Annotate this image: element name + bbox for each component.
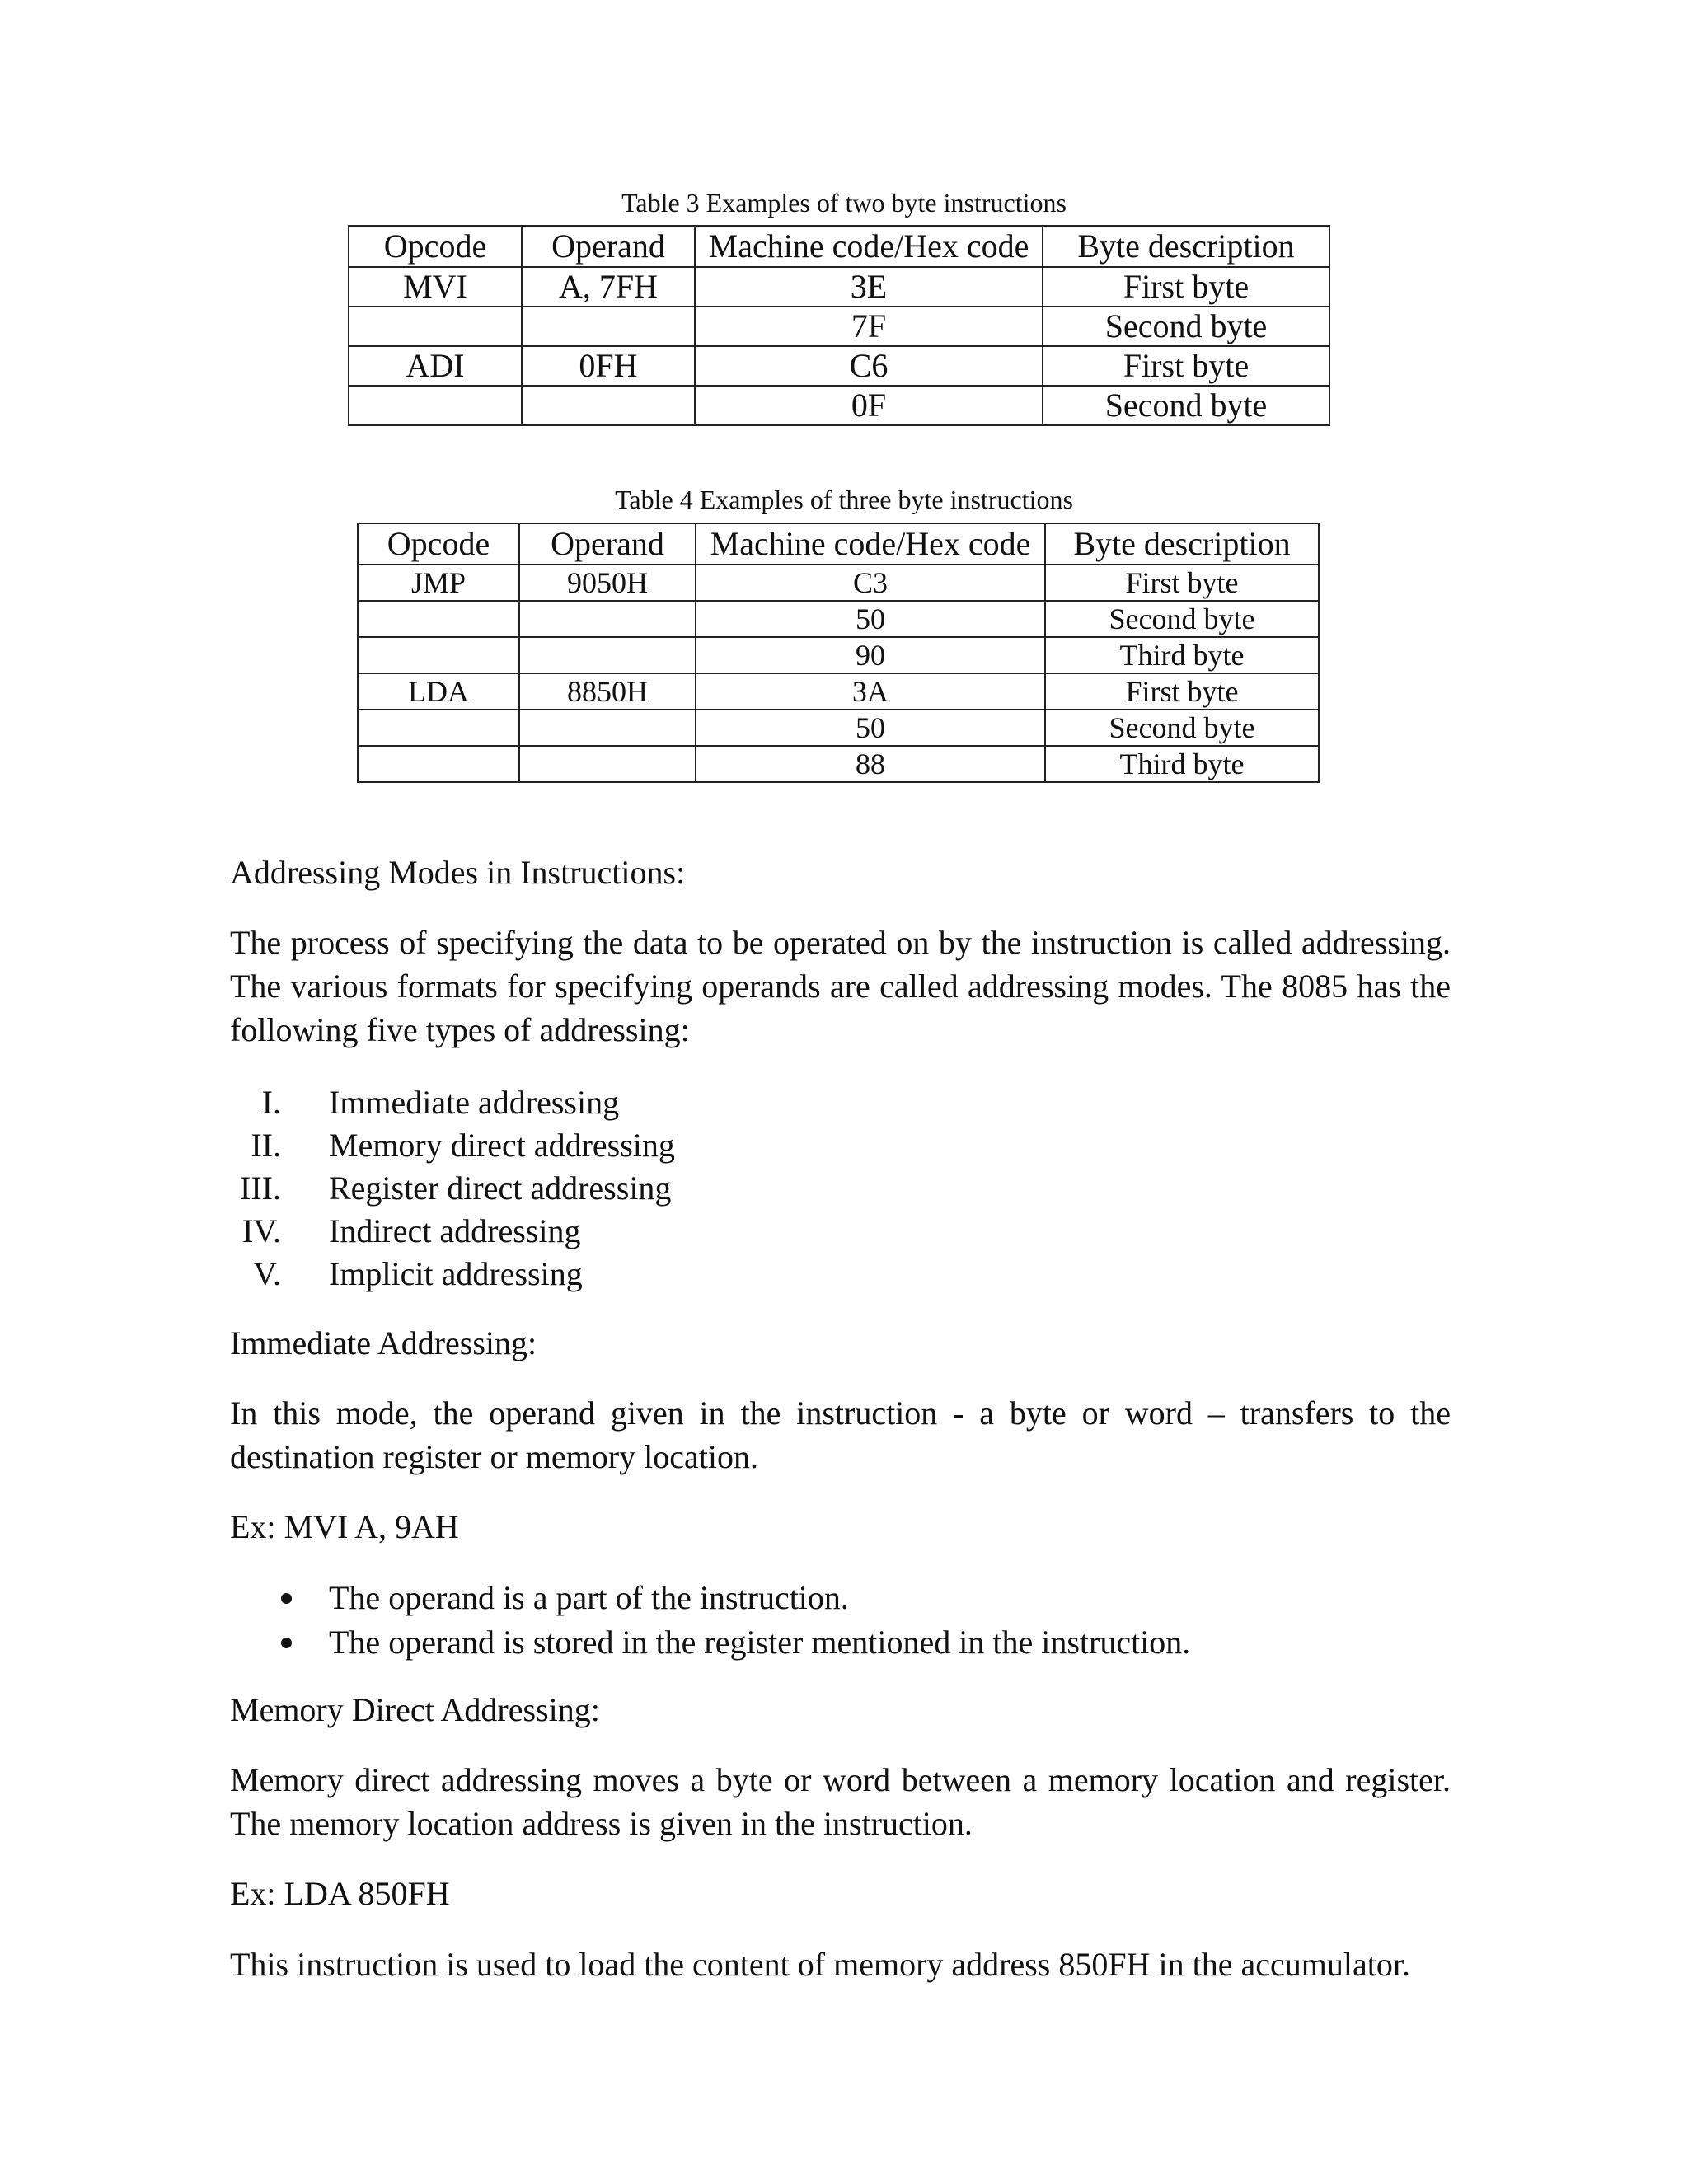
addressing-intro-paragraph: The process of specifying the data to be operated on by the instruction is called addressing. The various formats for specifying operands are called addressing modes. The 8085 has the following five types of addressing: (230, 924, 1451, 1048)
table4-row (358, 637, 1319, 673)
list-item (230, 1621, 1384, 1664)
table3-cell (522, 307, 695, 346)
list-numeral: IV. (241, 1212, 281, 1249)
list-item-label: Immediate addressing (329, 1084, 620, 1121)
table3-cell: MVI (349, 267, 522, 307)
table3-cell: A, 7FH (522, 267, 695, 307)
table3-cell: 0F (695, 386, 1043, 425)
table3-row (349, 267, 1329, 307)
table3-cell: Second byte (1043, 386, 1329, 425)
list-item (230, 1210, 1384, 1253)
table4-cell: 8850H (519, 673, 696, 710)
table4 (357, 523, 1320, 783)
list-item (230, 1081, 1384, 1124)
immediate-heading: Immediate Addressing: (230, 1324, 537, 1361)
memory-direct-heading: Memory Direct Addressing: (230, 1691, 600, 1728)
table4-cell: Second byte (1045, 710, 1319, 746)
list-item (230, 1167, 1384, 1210)
table3-header-row (349, 226, 1329, 267)
table4-cell: 50 (696, 710, 1045, 746)
table3-cell (349, 307, 522, 346)
table4-cell: Third byte (1045, 637, 1319, 673)
table4-row (358, 746, 1319, 782)
table4-cell (358, 746, 519, 782)
table3-row (349, 346, 1329, 386)
table4-cell (519, 710, 696, 746)
table4-cell: 50 (696, 601, 1045, 637)
table4-cell: C3 (696, 565, 1045, 601)
table4-cell: 3A (696, 673, 1045, 710)
table4-cell (519, 601, 696, 637)
memory-direct-paragraph: Memory direct addressing moves a byte or word between a memory location and register. The memory location address is given in the instruction. (230, 1761, 1451, 1842)
list-item-label: The operand is stored in the register mentioned in the instruction. (329, 1624, 1191, 1661)
table4-cell: LDA (358, 673, 519, 710)
list-item (230, 1253, 1384, 1296)
table4-cell (519, 746, 696, 782)
table4-caption: Table 4 Examples of three byte instructions (615, 485, 1073, 514)
table4-row (358, 601, 1319, 637)
table4-header-cell: Operand (519, 523, 696, 565)
list-item-label: The operand is a part of the instruction. (329, 1579, 849, 1616)
addressing-heading: Addressing Modes in Instructions: (230, 854, 686, 891)
table4-cell (358, 710, 519, 746)
immediate-example: Ex: MVI A, 9AH (230, 1508, 459, 1545)
table4-cell: 90 (696, 637, 1045, 673)
table4-cell: First byte (1045, 673, 1319, 710)
table4-cell: JMP (358, 565, 519, 601)
table4-header-cell: Opcode (358, 523, 519, 565)
table3-header-cell: Opcode (349, 226, 522, 267)
list-item-label: Register direct addressing (329, 1169, 672, 1207)
table4-cell: First byte (1045, 565, 1319, 601)
table4-cell: 88 (696, 746, 1045, 782)
list-numeral: III. (240, 1169, 281, 1207)
table3 (348, 225, 1330, 426)
table4-header-cell: Byte description (1045, 523, 1319, 565)
table3-cell (349, 386, 522, 425)
memory-direct-note: This instruction is used to load the content of memory address 850FH in the accumulator. (230, 1946, 1410, 1983)
table3-cell: C6 (695, 346, 1043, 386)
table4-cell: Third byte (1045, 746, 1319, 782)
table3-header-cell: Machine code/Hex code (695, 226, 1043, 267)
table4-cell: 9050H (519, 565, 696, 601)
list-numeral: I. (261, 1084, 281, 1121)
immediate-paragraph: In this mode, the operand given in the instruction - a byte or word – transfers to the destination register or memory location. (230, 1394, 1451, 1475)
list-item-label: Memory direct addressing (329, 1127, 675, 1164)
table3-cell: 7F (695, 307, 1043, 346)
table4-cell (519, 637, 696, 673)
table3-cell: 0FH (522, 346, 695, 386)
table3-row (349, 386, 1329, 425)
list-item-label: Implicit addressing (329, 1255, 583, 1292)
list-numeral: II. (251, 1127, 281, 1164)
table4-cell: Second byte (1045, 601, 1319, 637)
memory-direct-example: Ex: LDA 850FH (230, 1875, 450, 1912)
table4-row (358, 673, 1319, 710)
list-numeral: V. (253, 1255, 281, 1292)
list-item (230, 1577, 1384, 1619)
table3-row (349, 307, 1329, 346)
bullet-icon (281, 1638, 292, 1648)
table4-row (358, 565, 1319, 601)
table3-header-cell: Operand (522, 226, 695, 267)
table4-header-cell: Machine code/Hex code (696, 523, 1045, 565)
list-item-label: Indirect addressing (329, 1212, 581, 1249)
table4-header-row (358, 523, 1319, 565)
table3-cell: First byte (1043, 346, 1329, 386)
bullet-icon (281, 1593, 292, 1604)
table3-cell: ADI (349, 346, 522, 386)
table3-cell (522, 386, 695, 425)
list-item (230, 1124, 1384, 1167)
table3-caption: Table 3 Examples of two byte instructions (621, 188, 1067, 218)
table4-cell (358, 601, 519, 637)
table3-cell: Second byte (1043, 307, 1329, 346)
table4-cell (358, 637, 519, 673)
table3-header-cell: Byte description (1043, 226, 1329, 267)
table3-cell: 3E (695, 267, 1043, 307)
table3-cell: First byte (1043, 267, 1329, 307)
table4-row (358, 710, 1319, 746)
